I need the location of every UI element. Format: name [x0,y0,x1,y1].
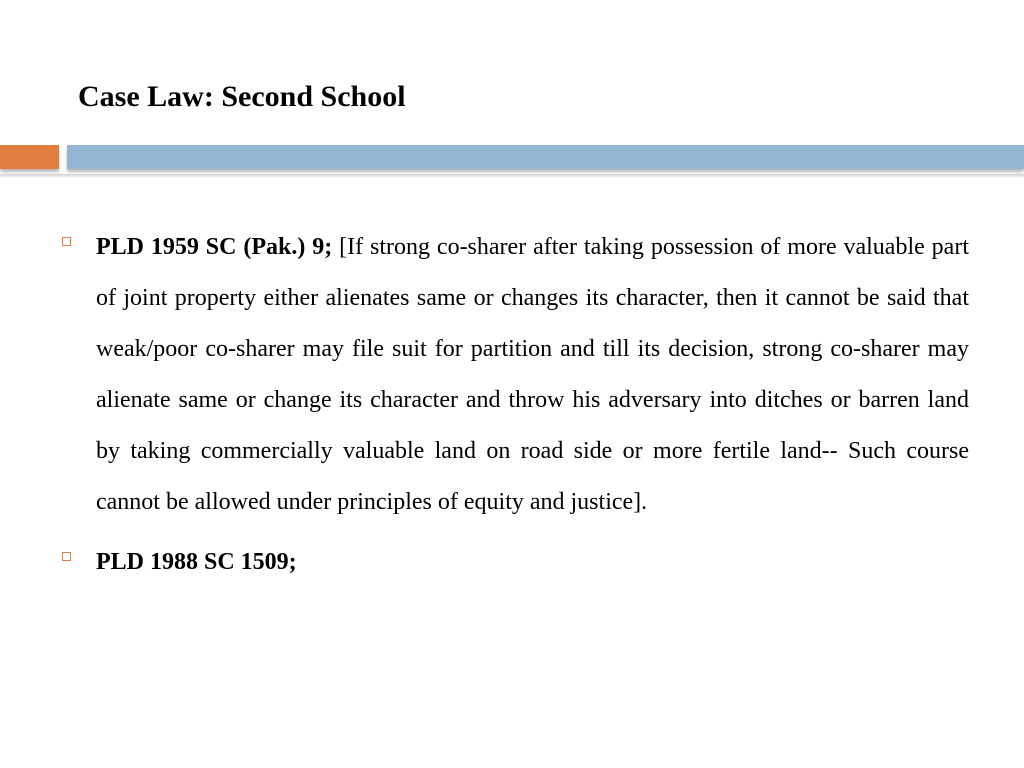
case-citation: PLD 1959 SC (Pak.) 9; [96,234,333,260]
square-bullet-icon [62,237,71,246]
bullet-item [60,537,969,588]
bullet-list [60,222,969,597]
header-bar [67,145,1024,169]
case-summary: [If strong co-sharer after taking possession of more valuable part of joint property either alienates same or changes its character, then it cannot be said that weak/poor co-sharer may file suit for partition and till its decision, strong co-sharer may alienate same or change its character and throw his adversary into ditches or barren land by taking commercially valuable land on road side or more fertile land-- Such course cannot be allowed under principles of equity and justice]. [96,234,969,515]
square-bullet-icon [62,552,71,561]
case-citation: PLD 1988 SC 1509; [96,549,297,575]
bullet-item [60,222,969,528]
header-bar-shadow [0,174,1024,178]
header-accent-bar [0,145,59,169]
slide-title: Case Law: Second School [78,80,406,113]
